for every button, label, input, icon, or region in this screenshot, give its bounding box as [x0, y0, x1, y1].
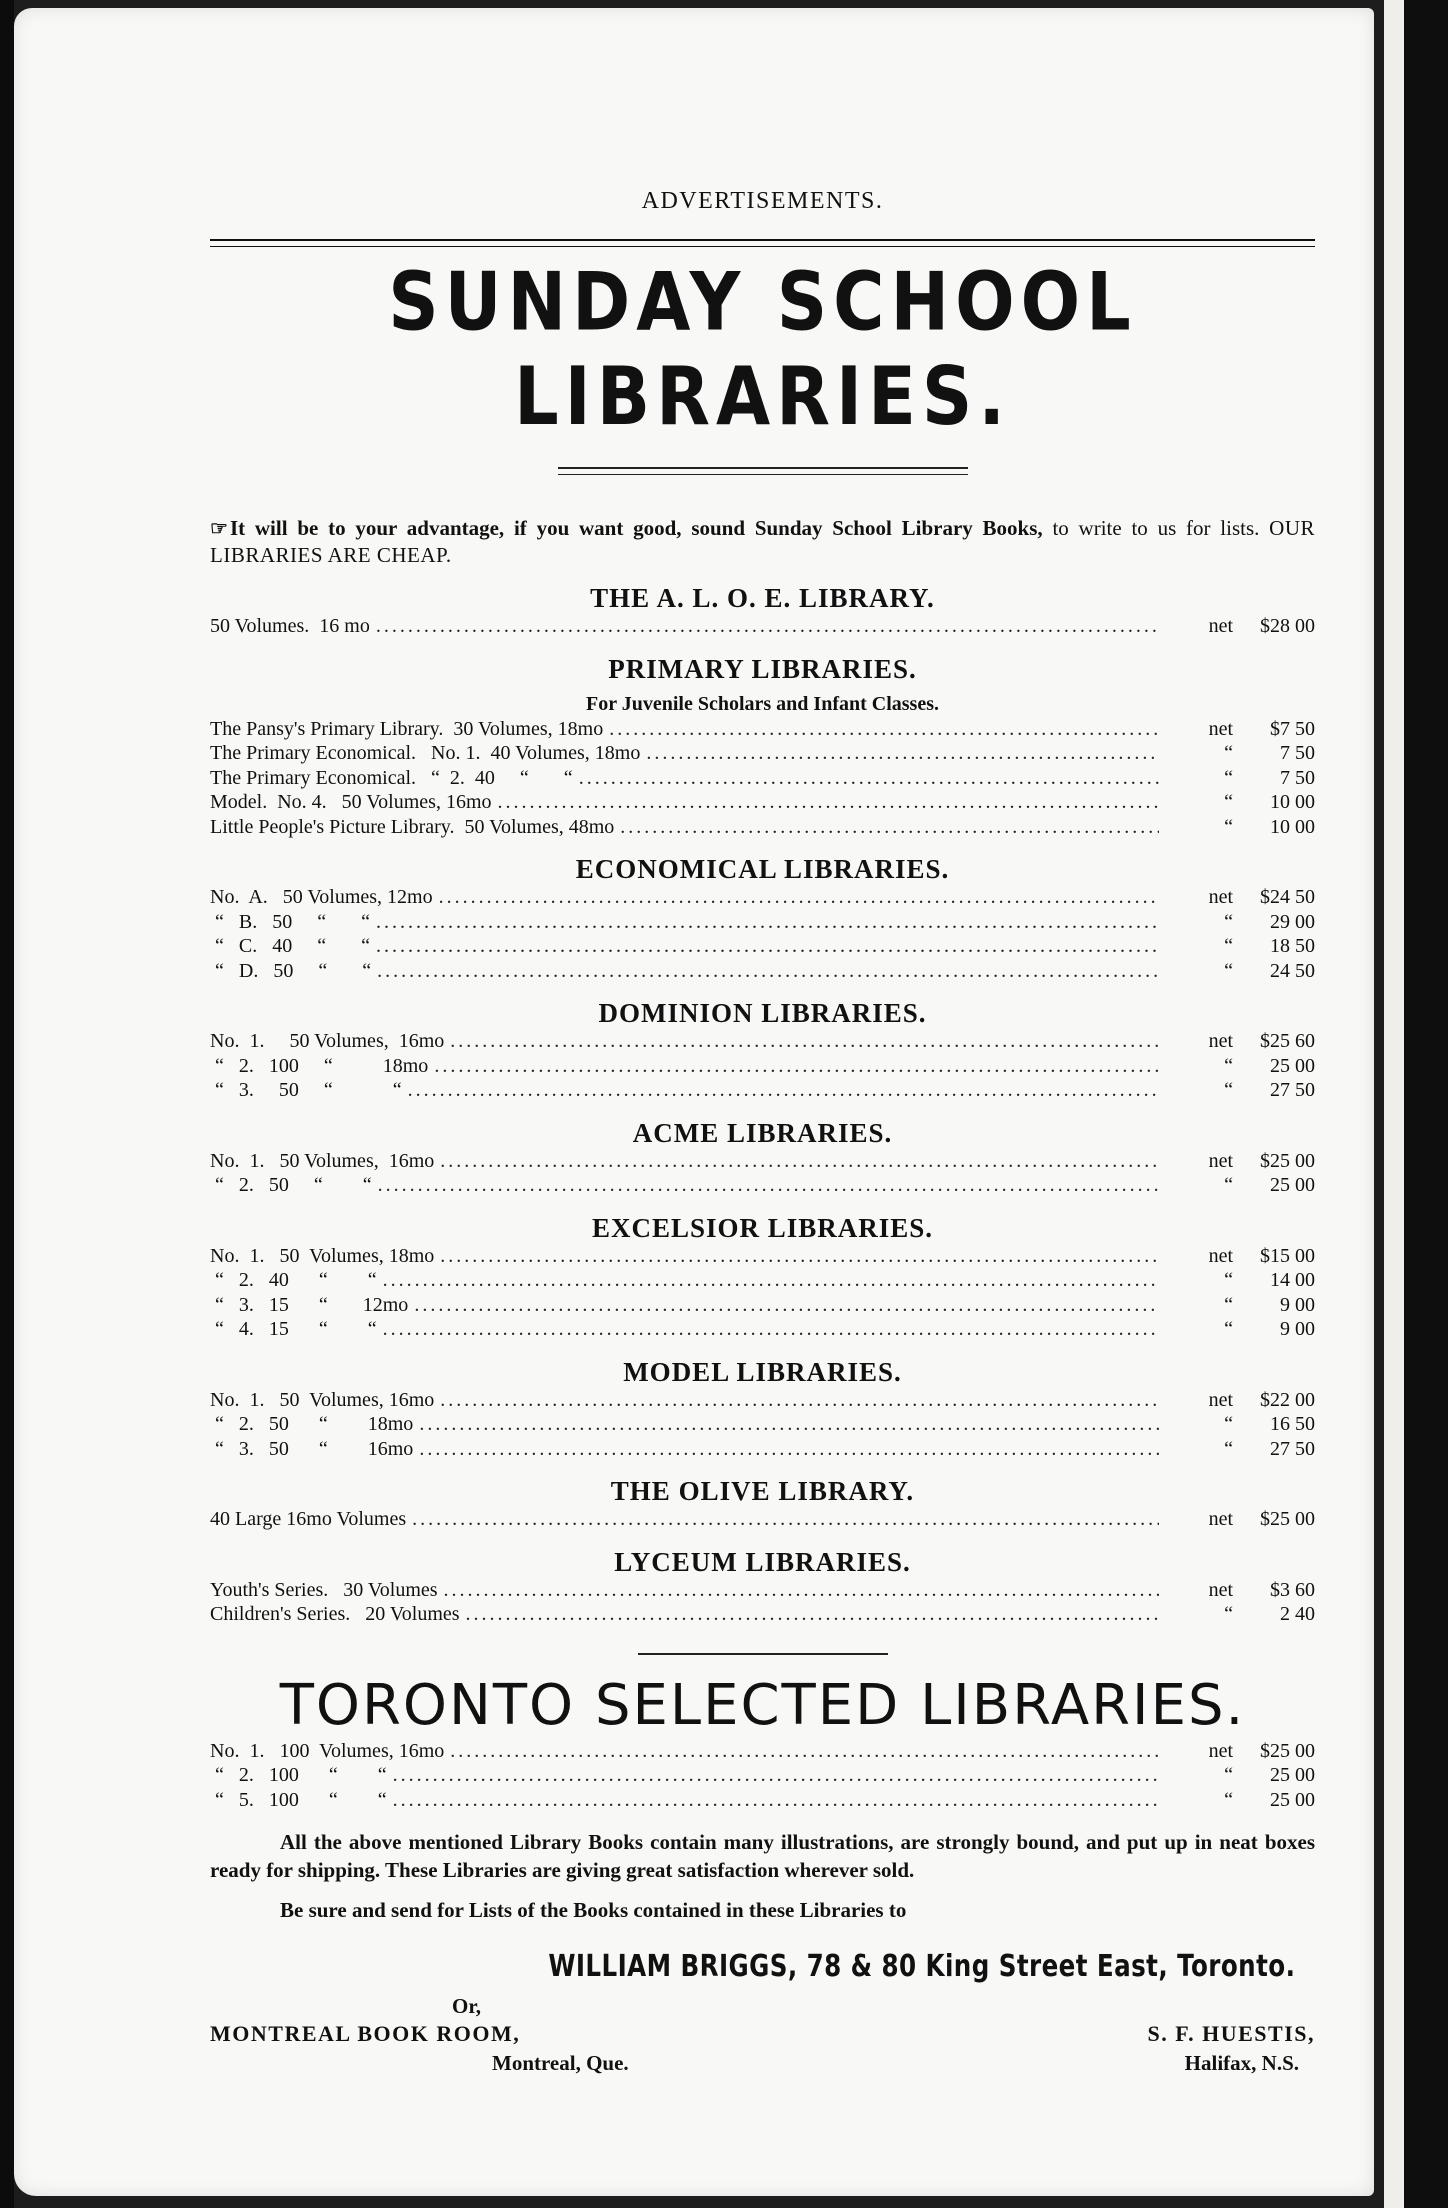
dot-leader	[439, 885, 1159, 910]
price	[1165, 1054, 1315, 1079]
or-label: Or,	[452, 1994, 481, 2018]
section-subtitle: For Juvenile Scholars and Infant Classes.	[585, 692, 939, 715]
net-label: “	[1224, 1318, 1233, 1340]
price	[1165, 766, 1315, 791]
price-row	[210, 1029, 1315, 1054]
price-amount: 27 50	[1270, 1079, 1315, 1101]
intro-caps: OUR LIBRARIES ARE CHEAP.	[210, 516, 1316, 567]
price	[1165, 1268, 1315, 1293]
price-amount: 10 00	[1270, 791, 1315, 813]
price-row	[210, 1412, 1315, 1437]
net-label: “	[1224, 1788, 1233, 1811]
net-label: “	[1224, 1079, 1233, 1101]
item-label: 40 Large 16mo Volumes	[210, 1508, 407, 1530]
halifax-place: Halifax, N.S.	[1184, 2051, 1299, 2075]
item-label: 50 Volumes. 16 mo	[210, 615, 370, 637]
item-label: “ 5. 100 “ “	[210, 1788, 387, 1811]
price	[1165, 1412, 1315, 1437]
section-title: EXCELSIOR LIBRARIES.	[591, 1212, 934, 1243]
library-section	[210, 853, 1315, 983]
header-rule	[210, 239, 1315, 247]
price	[1165, 1388, 1315, 1413]
price	[1165, 934, 1315, 959]
dot-leader	[414, 1293, 1159, 1318]
price-amount: 27 50	[1270, 1437, 1315, 1460]
item-label: “ 2. 100 “ “	[210, 1764, 387, 1786]
item-label: Little People's Picture Library. 50 Volumes, 48mo	[210, 815, 615, 838]
price-row	[210, 1578, 1315, 1603]
main-title: SUNDAY SCHOOL LIBRARIES.	[388, 254, 1137, 444]
dot-leader	[419, 1437, 1159, 1462]
price-amount: $22 00	[1260, 1388, 1315, 1411]
scan-left-border	[0, 0, 14, 2208]
price	[1165, 959, 1315, 984]
price-row	[210, 1763, 1315, 1788]
montreal-agent: MONTREAL BOOK ROOM,	[210, 2021, 521, 2046]
dot-leader	[377, 959, 1159, 984]
price-row	[210, 1388, 1315, 1413]
item-label: Youth's Series. 30 Volumes	[210, 1578, 438, 1601]
intro-paragraph	[210, 515, 1315, 568]
item-label: No. A. 50 Volumes, 12mo	[210, 886, 433, 908]
toronto-title: TORONTO SELECTED LIBRARIES.	[279, 1672, 1246, 1738]
dot-leader	[376, 934, 1159, 959]
price-row	[210, 1437, 1315, 1462]
advertisement-content	[210, 188, 1315, 2076]
item-label: No. 1. 50 Volumes, 18mo	[210, 1244, 435, 1267]
item-label: “ 3. 50 “ “	[210, 1079, 402, 1101]
section-title: DOMINION LIBRARIES.	[598, 998, 927, 1028]
item-label: “ 2. 50 “ 18mo	[210, 1413, 414, 1435]
item-label: No. 1. 50 Volumes, 16mo	[210, 1030, 445, 1052]
price-amount: 25 00	[1270, 1764, 1315, 1786]
price-amount: 7 50	[1280, 742, 1315, 764]
section-title: MODEL LIBRARIES.	[623, 1356, 902, 1387]
price-row	[210, 959, 1315, 984]
price-amount: 14 00	[1270, 1269, 1315, 1291]
title-rule	[558, 467, 968, 475]
price-row	[210, 741, 1315, 766]
price-row	[210, 1602, 1315, 1627]
price	[1165, 1173, 1315, 1198]
price	[1165, 885, 1315, 910]
net-label: “	[1224, 1054, 1233, 1077]
dot-leader	[408, 1078, 1159, 1103]
net-label: net	[1208, 1388, 1233, 1411]
price	[1165, 1029, 1315, 1054]
price	[1165, 910, 1315, 935]
price-row	[210, 1173, 1315, 1198]
library-section	[210, 653, 1315, 840]
price-row	[210, 1788, 1315, 1813]
price	[1165, 1149, 1315, 1174]
adjacent-page-strip	[1384, 0, 1404, 2208]
send-for-lists: Be sure and send for Lists of the Books contained in these Libraries to	[280, 1898, 907, 1922]
price-row	[210, 1149, 1315, 1174]
price-amount: $24 50	[1260, 886, 1315, 908]
price-amount: 9 00	[1280, 1293, 1315, 1316]
scanned-page	[14, 8, 1374, 2196]
price-amount: $25 00	[1260, 1508, 1315, 1530]
item-label: Model. No. 4. 50 Volumes, 16mo	[210, 791, 492, 813]
price-row	[210, 934, 1315, 959]
library-section	[210, 582, 1315, 639]
net-label: net	[1208, 1244, 1233, 1267]
dot-leader	[419, 1412, 1159, 1437]
dot-leader	[383, 1268, 1159, 1293]
price-row	[210, 1244, 1315, 1269]
net-label: “	[1224, 1293, 1233, 1316]
item-label: “ C. 40 “ “	[210, 935, 370, 957]
library-sections	[210, 582, 1315, 1627]
dot-leader	[498, 790, 1160, 815]
item-label: Children's Series. 20 Volumes	[210, 1603, 460, 1625]
net-label: “	[1224, 935, 1233, 957]
dot-leader	[579, 766, 1159, 791]
dot-leader	[440, 1149, 1159, 1174]
price-row	[210, 885, 1315, 910]
price-amount: $15 00	[1260, 1244, 1315, 1267]
price-row	[210, 1078, 1315, 1103]
net-label: net	[1208, 1739, 1233, 1762]
dot-leader	[434, 1054, 1159, 1079]
net-label: “	[1224, 815, 1233, 838]
dot-leader	[440, 1244, 1159, 1269]
dot-leader	[393, 1788, 1159, 1813]
dot-leader	[412, 1507, 1159, 1532]
library-section	[210, 1475, 1315, 1532]
price	[1165, 741, 1315, 766]
agents-places	[210, 2051, 1315, 2076]
price-row	[210, 815, 1315, 840]
price	[1165, 1602, 1315, 1627]
scan-right-border	[1404, 0, 1448, 2208]
price	[1165, 1578, 1315, 1603]
price-row	[210, 1507, 1315, 1532]
price-row	[210, 614, 1315, 639]
price	[1165, 790, 1315, 815]
price-amount: 24 50	[1270, 959, 1315, 982]
section-title: PRIMARY LIBRARIES.	[608, 653, 917, 684]
price	[1165, 717, 1315, 742]
price-amount: 9 00	[1280, 1318, 1315, 1340]
price-row	[210, 1739, 1315, 1764]
item-label: “ 3. 15 “ 12mo	[210, 1293, 409, 1316]
price-amount: $7 50	[1270, 717, 1315, 740]
dot-leader	[646, 741, 1159, 766]
price	[1165, 1507, 1315, 1532]
net-label: net	[1208, 1508, 1233, 1530]
price-amount: 25 00	[1270, 1174, 1315, 1196]
price-row	[210, 1268, 1315, 1293]
item-label: “ 3. 50 “ 16mo	[210, 1437, 414, 1460]
item-label: “ B. 50 “ “	[210, 910, 370, 933]
dot-leader	[383, 1317, 1159, 1342]
price-amount: 25 00	[1270, 1054, 1315, 1077]
library-section	[210, 997, 1315, 1103]
dot-leader	[450, 1029, 1159, 1054]
item-label: The Pansy's Primary Library. 30 Volumes, 18mo	[210, 717, 604, 740]
item-label: “ 2. 100 “ 18mo	[210, 1054, 429, 1077]
section-title: ECONOMICAL LIBRARIES.	[575, 854, 950, 884]
price-amount: 2 40	[1280, 1603, 1315, 1625]
price-row	[210, 910, 1315, 935]
intro-lead: It will be to your advantage, if you want good, sound Sunday School Library Books,	[229, 516, 1043, 540]
price	[1165, 1078, 1315, 1103]
net-label: “	[1224, 910, 1233, 933]
price-amount: $25 60	[1260, 1030, 1315, 1052]
item-label: The Primary Economical. “ 2. 40 “ “	[210, 766, 573, 789]
item-label: “ D. 50 “ “	[210, 959, 372, 982]
price	[1165, 1293, 1315, 1318]
price-row	[210, 1293, 1315, 1318]
item-label: The Primary Economical. No. 1. 40 Volumes, 18mo	[210, 742, 641, 764]
pointing-hand-icon: ☞	[210, 518, 228, 540]
closing-note: All the above mentioned Library Books contain many illustrations, are strongly bound, and put up in neat boxes ready for shipping. These Libraries are giving great satisfaction wherever sold.	[210, 1830, 1315, 1882]
net-label: net	[1208, 1149, 1233, 1172]
dot-leader	[450, 1739, 1159, 1764]
price-amount: 7 50	[1280, 766, 1315, 789]
halifax-agent: S. F. HUESTIS,	[1147, 2021, 1315, 2046]
montreal-place: Montreal, Que.	[492, 2051, 629, 2075]
price	[1165, 1437, 1315, 1462]
net-label: “	[1224, 1269, 1233, 1291]
net-label: net	[1208, 1578, 1233, 1601]
price-amount: 25 00	[1270, 1788, 1315, 1811]
section-title: THE OLIVE LIBRARY.	[610, 1476, 915, 1506]
library-section	[210, 1212, 1315, 1342]
net-label: net	[1208, 615, 1233, 637]
price-amount: 29 00	[1270, 910, 1315, 933]
price-row	[210, 790, 1315, 815]
library-section	[210, 1546, 1315, 1627]
toronto-price-list	[210, 1739, 1315, 1813]
price-row	[210, 766, 1315, 791]
price	[1165, 1244, 1315, 1269]
price-row	[210, 717, 1315, 742]
dot-leader	[376, 910, 1159, 935]
item-label: “ 2. 50 “ “	[210, 1174, 372, 1196]
net-label: “	[1224, 959, 1233, 982]
dot-leader	[440, 1388, 1159, 1413]
section-title: LYCEUM LIBRARIES.	[614, 1546, 911, 1577]
dot-leader	[376, 614, 1159, 639]
item-label: “ 2. 40 “ “	[210, 1269, 377, 1291]
price-amount: $25 00	[1260, 1739, 1315, 1762]
price-amount: 16 50	[1270, 1413, 1315, 1435]
net-label: “	[1224, 1603, 1233, 1625]
price-amount: 18 50	[1270, 935, 1315, 957]
dot-leader	[620, 815, 1159, 840]
dot-leader	[444, 1578, 1159, 1603]
net-label: “	[1224, 1174, 1233, 1196]
library-section	[210, 1117, 1315, 1198]
publisher-address: WILLIAM BRIGGS, 78 & 80 King Street East, Toronto.	[548, 1949, 1296, 1984]
price	[1165, 815, 1315, 840]
price	[1165, 1788, 1315, 1813]
item-label: “ 4. 15 “ “	[210, 1318, 377, 1340]
dot-leader	[609, 717, 1159, 742]
section-divider	[638, 1653, 888, 1655]
price-amount: $28 00	[1260, 615, 1315, 637]
agents-row	[210, 2021, 1315, 2047]
net-label: “	[1224, 766, 1233, 789]
price-row	[210, 1317, 1315, 1342]
net-label: “	[1224, 742, 1233, 764]
net-label: “	[1224, 791, 1233, 813]
net-label: “	[1224, 1437, 1233, 1460]
intro-tail: to write to us for lists.	[1052, 516, 1260, 540]
section-title: THE A. L. O. E. LIBRARY.	[590, 583, 935, 613]
price	[1165, 1317, 1315, 1342]
item-label: No. 1. 50 Volumes, 16mo	[210, 1149, 435, 1172]
price	[1165, 1763, 1315, 1788]
net-label: net	[1208, 886, 1233, 908]
dot-leader	[393, 1763, 1159, 1788]
section-title: ACME LIBRARIES.	[632, 1117, 893, 1148]
net-label: net	[1208, 1030, 1233, 1052]
price	[1165, 1739, 1315, 1764]
dot-leader	[378, 1173, 1159, 1198]
library-section	[210, 1356, 1315, 1462]
price-amount: $3 60	[1270, 1578, 1315, 1601]
running-header: ADVERTISEMENTS.	[641, 188, 884, 214]
price-row	[210, 1054, 1315, 1079]
dot-leader	[466, 1602, 1159, 1627]
price-amount: 10 00	[1270, 815, 1315, 838]
price-amount: $25 00	[1260, 1149, 1315, 1172]
net-label: net	[1208, 717, 1233, 740]
net-label: “	[1224, 1413, 1233, 1435]
item-label: No. 1. 100 Volumes, 16mo	[210, 1739, 445, 1762]
item-label: No. 1. 50 Volumes, 16mo	[210, 1388, 435, 1411]
price	[1165, 614, 1315, 639]
net-label: “	[1224, 1764, 1233, 1786]
